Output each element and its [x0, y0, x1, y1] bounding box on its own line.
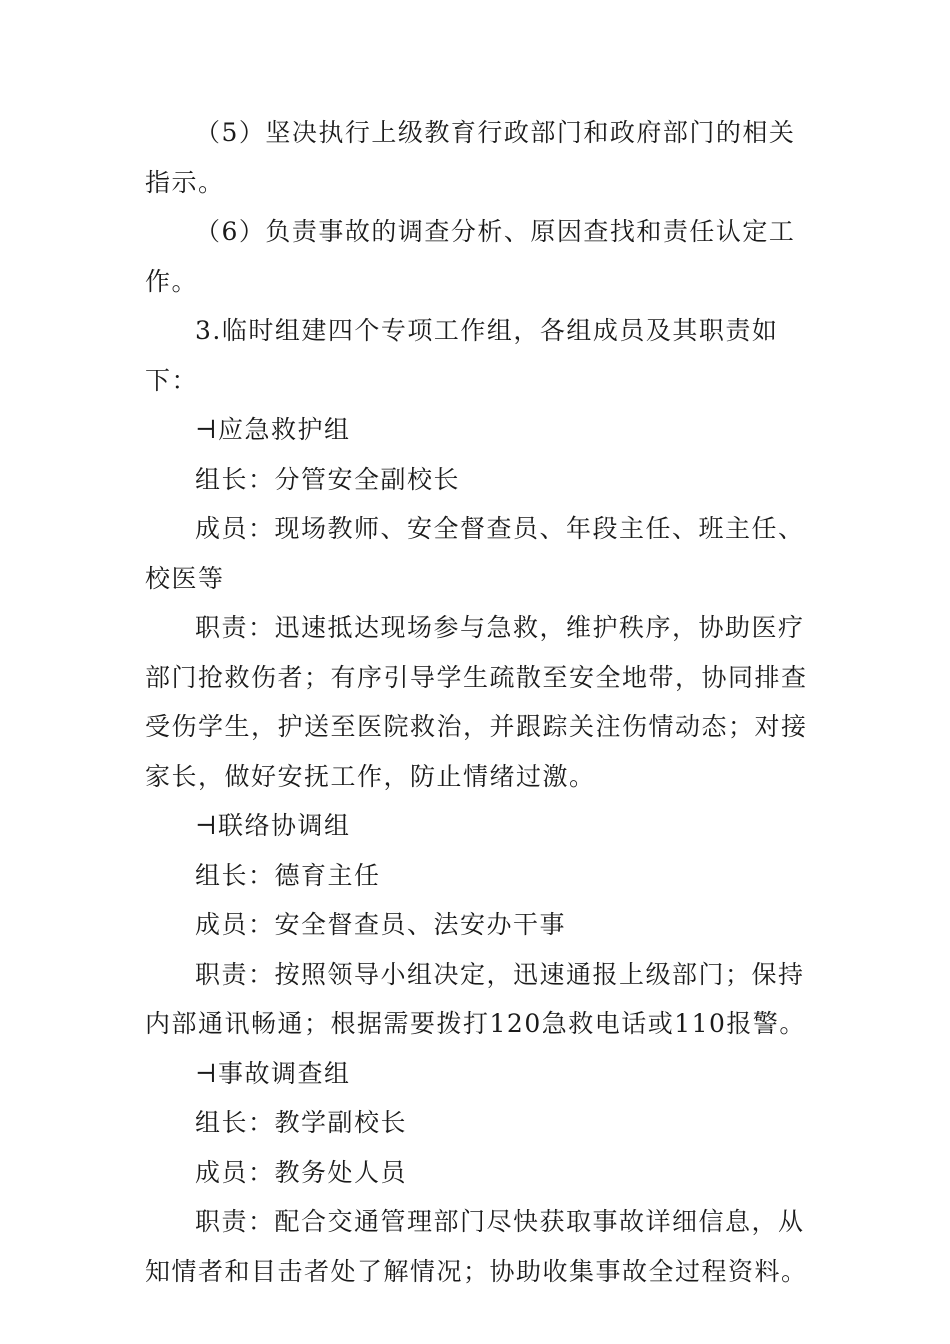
rescue-group-members: 成员：现场教师、安全督查员、年段主任、班主任、校医等	[145, 514, 805, 593]
paragraph-working-groups-intro: 3.临时组建四个专项工作组，各组成员及其职责如下：	[145, 316, 779, 395]
heading-liaison-group: ⊣联络协调组	[195, 811, 351, 840]
liaison-group-duties: 职责：按照领导小组决定，迅速通报上级部门；保持内部通讯畅通；根据需要拨打120急救电话或110报警。	[145, 959, 806, 1038]
rescue-group-duties: 职责：迅速抵达现场参与急救，维护秩序，协助医疗部门抢救伤者；有序引导学生疏散至安全地带，协同排查受伤学生，护送至医院救治，并跟踪关注伤情动态；对接家长，做好安抚工作，防止情绪过激。	[145, 613, 808, 791]
paragraph-instruction-5: （5）坚决执行上级教育行政部门和政府部门的相关指示。	[145, 118, 796, 197]
investigation-group-members: 成员：教务处人员	[195, 1157, 408, 1187]
investigation-group-duties: 职责：配合交通管理部门尽快获取事故详细信息，从知情者和目击者处了解情况；协助收集事故全过程资料。	[145, 1207, 808, 1286]
investigation-group-leader: 组长：教学副校长	[195, 1108, 408, 1137]
liaison-group-members: 成员：安全督查员、法安办干事	[195, 910, 567, 939]
heading-investigation-group: ⊣事故调查组	[195, 1058, 351, 1088]
paragraph-instruction-6: （6）负责事故的调查分析、原因查找和责任认定工作。	[145, 217, 796, 296]
document-body	[145, 108, 810, 1296]
liaison-group-leader: 组长：德育主任	[195, 860, 381, 890]
heading-emergency-rescue-group: ⊣应急救护组	[195, 415, 351, 444]
rescue-group-leader: 组长：分管安全副校长	[195, 464, 461, 494]
